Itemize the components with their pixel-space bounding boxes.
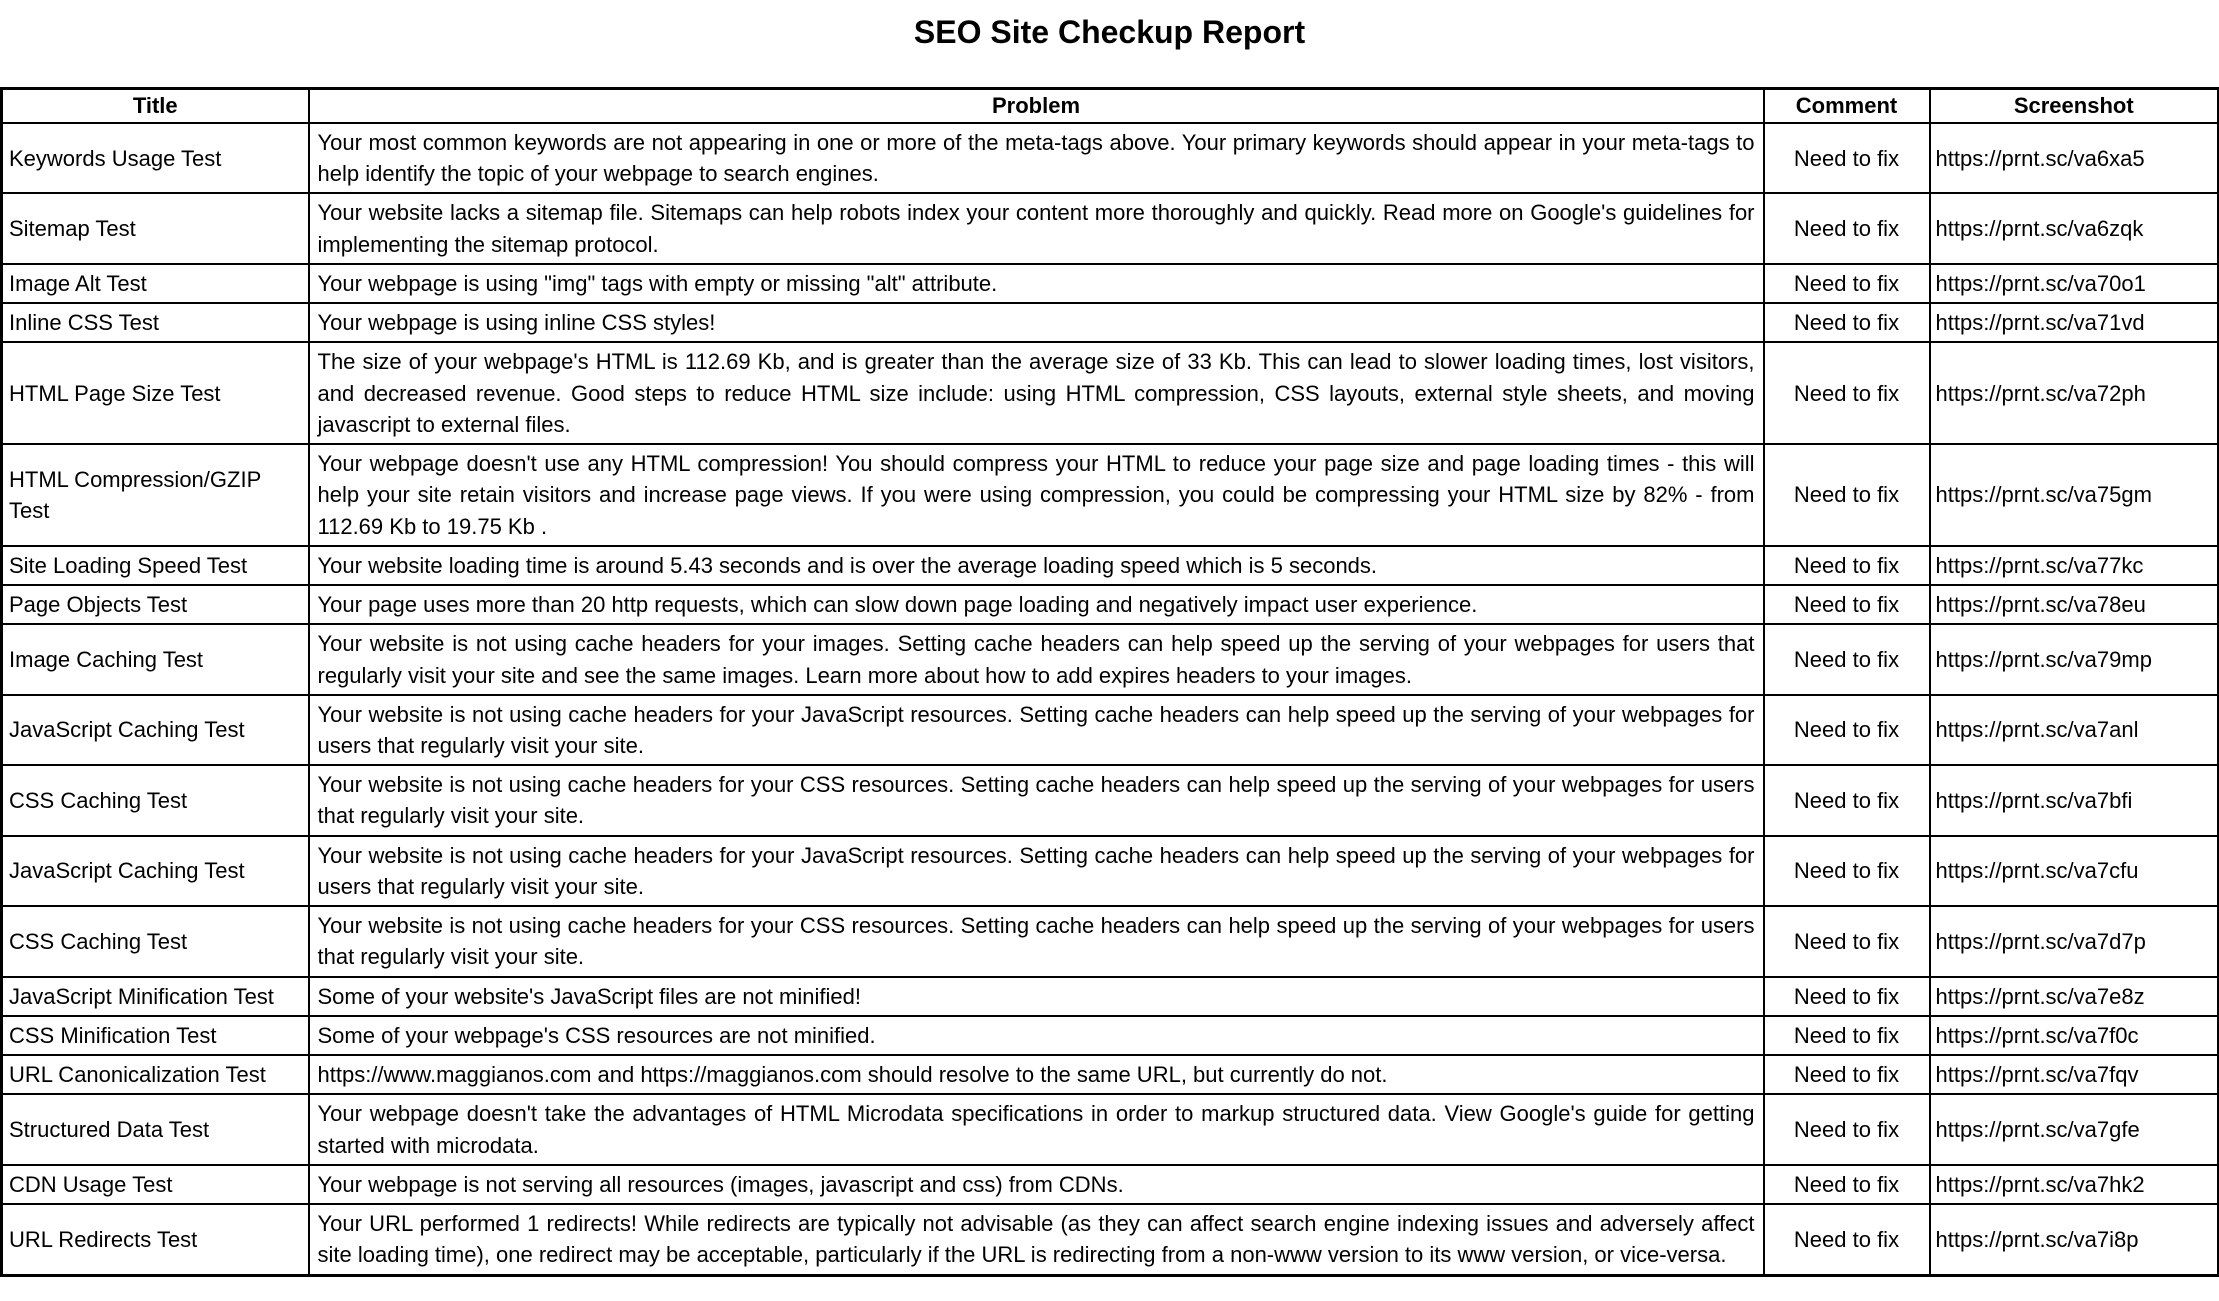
test-title-cell: URL Canonicalization Test [2,1055,309,1094]
seo-report-table [0,87,2219,1277]
comment-cell: Need to fix [1764,836,1930,906]
comment-cell: Need to fix [1764,303,1930,342]
screenshot-link[interactable]: https://prnt.sc/va7gfe [1930,1094,2219,1164]
comment-cell: Need to fix [1764,765,1930,835]
table-row [2,765,2219,835]
test-title-cell: Image Caching Test [2,624,309,694]
test-title-cell: Page Objects Test [2,585,309,624]
table-row [2,1055,2219,1094]
column-header-comment: Comment [1764,89,1930,124]
table-row [2,193,2219,263]
problem-cell: Your webpage doesn't take the advantages of HTML Microdata specifications in order to markup structured data. View Google's guide for getting started with microdata. [309,1094,1764,1164]
problem-cell: Your page uses more than 20 http requests, which can slow down page loading and negatively impact user experience. [309,585,1764,624]
problem-cell: Your website loading time is around 5.43 seconds and is over the average loading speed which is 5 seconds. [309,546,1764,585]
comment-cell: Need to fix [1764,1055,1930,1094]
test-title-cell: CSS Caching Test [2,765,309,835]
comment-cell: Need to fix [1764,1165,1930,1204]
screenshot-link[interactable]: https://prnt.sc/va7anl [1930,695,2219,765]
test-title-cell: JavaScript Caching Test [2,695,309,765]
header-row [2,89,2219,124]
table-row [2,585,2219,624]
test-title-cell: Site Loading Speed Test [2,546,309,585]
comment-cell: Need to fix [1764,695,1930,765]
comment-cell: Need to fix [1764,342,1930,444]
test-title-cell: JavaScript Caching Test [2,836,309,906]
page-title: SEO Site Checkup Report [913,14,1306,50]
screenshot-link[interactable]: https://prnt.sc/va77kc [1930,546,2219,585]
problem-cell: Your webpage is using "img" tags with empty or missing "alt" attribute. [309,264,1764,303]
problem-cell: Some of your webpage's CSS resources are not minified. [309,1016,1764,1055]
problem-cell: Your most common keywords are not appearing in one or more of the meta-tags above. Your primary keywords should appear in your meta-tags to help identify the topic of your webpage to search engines. [309,123,1764,193]
problem-cell: Your webpage doesn't use any HTML compression! You should compress your HTML to reduce your page size and page loading times - this will help your site retain visitors and increase page views. If you were using compression, you could be compressing your HTML size by 82% - from 112.69 Kb to 19.75 Kb . [309,444,1764,546]
table-row [2,906,2219,976]
table-row [2,1204,2219,1275]
screenshot-link[interactable]: https://prnt.sc/va79mp [1930,624,2219,694]
screenshot-link[interactable]: https://prnt.sc/va71vd [1930,303,2219,342]
problem-cell: The size of your webpage's HTML is 112.69 Kb, and is greater than the average size of 33 Kb. This can lead to slower loading times, lost visitors, and decreased revenue. Good steps to reduce HTML size include: using HTML compression, CSS layouts, external style sheets, and moving javascript to external files. [309,342,1764,444]
table-row [2,264,2219,303]
screenshot-link[interactable]: https://prnt.sc/va7fqv [1930,1055,2219,1094]
screenshot-link[interactable]: https://prnt.sc/va7cfu [1930,836,2219,906]
comment-cell: Need to fix [1764,585,1930,624]
test-title-cell: Image Alt Test [2,264,309,303]
problem-cell: Your website lacks a sitemap file. Sitemaps can help robots index your content more thoroughly and quickly. Read more on Google's guidelines for implementing the sitemap protocol. [309,193,1764,263]
screenshot-link[interactable]: https://prnt.sc/va72ph [1930,342,2219,444]
table-row [2,1016,2219,1055]
table-row [2,303,2219,342]
table-row [2,1165,2219,1204]
test-title-cell: CSS Minification Test [2,1016,309,1055]
comment-cell: Need to fix [1764,193,1930,263]
problem-cell: Your website is not using cache headers for your JavaScript resources. Setting cache headers can help speed up the serving of your webpages for users that regularly visit your site. [309,695,1764,765]
table-row [2,546,2219,585]
test-title-cell: JavaScript Minification Test [2,977,309,1016]
problem-cell: https://www.maggianos.com and https://maggianos.com should resolve to the same URL, but currently do not. [309,1055,1764,1094]
comment-cell: Need to fix [1764,906,1930,976]
test-title-cell: HTML Compression/GZIP Test [2,444,309,546]
comment-cell: Need to fix [1764,444,1930,546]
problem-cell: Your website is not using cache headers for your CSS resources. Setting cache headers can help speed up the serving of your webpages for users that regularly visit your site. [309,765,1764,835]
screenshot-link[interactable]: https://prnt.sc/va7d7p [1930,906,2219,976]
test-title-cell: Sitemap Test [2,193,309,263]
table-row [2,342,2219,444]
column-header-screenshot: Screenshot [1930,89,2219,124]
comment-cell: Need to fix [1764,1094,1930,1164]
comment-cell: Need to fix [1764,264,1930,303]
comment-cell: Need to fix [1764,1016,1930,1055]
problem-cell: Your webpage is not serving all resources (images, javascript and css) from CDNs. [309,1165,1764,1204]
table-row [2,1094,2219,1164]
screenshot-link[interactable]: https://prnt.sc/va7e8z [1930,977,2219,1016]
comment-cell: Need to fix [1764,123,1930,193]
screenshot-link[interactable]: https://prnt.sc/va7f0c [1930,1016,2219,1055]
screenshot-link[interactable]: https://prnt.sc/va7hk2 [1930,1165,2219,1204]
problem-cell: Your webpage is using inline CSS styles! [309,303,1764,342]
test-title-cell: HTML Page Size Test [2,342,309,444]
test-title-cell: CSS Caching Test [2,906,309,976]
table-row [2,836,2219,906]
table-row [2,977,2219,1016]
screenshot-link[interactable]: https://prnt.sc/va6xa5 [1930,123,2219,193]
test-title-cell: Keywords Usage Test [2,123,309,193]
problem-cell: Your website is not using cache headers for your CSS resources. Setting cache headers can help speed up the serving of your webpages for users that regularly visit your site. [309,906,1764,976]
problem-cell: Your website is not using cache headers for your images. Setting cache headers can help speed up the serving of your webpages for users that regularly visit your site and see the same images. Learn more about how to add expires headers to your images. [309,624,1764,694]
column-header-problem: Problem [309,89,1764,124]
screenshot-link[interactable]: https://prnt.sc/va7i8p [1930,1204,2219,1275]
test-title-cell: CDN Usage Test [2,1165,309,1204]
screenshot-link[interactable]: https://prnt.sc/va75gm [1930,444,2219,546]
problem-cell: Some of your website's JavaScript files are not minified! [309,977,1764,1016]
screenshot-link[interactable]: https://prnt.sc/va78eu [1930,585,2219,624]
screenshot-link[interactable]: https://prnt.sc/va7bfi [1930,765,2219,835]
screenshot-link[interactable]: https://prnt.sc/va6zqk [1930,193,2219,263]
comment-cell: Need to fix [1764,546,1930,585]
problem-cell: Your URL performed 1 redirects! While redirects are typically not advisable (as they can affect search engine indexing issues and adversely affect site loading time), one redirect may be acceptable, particularly if the URL is redirecting from a non-www version to its www version, or vice-versa. [309,1204,1764,1275]
test-title-cell: Inline CSS Test [2,303,309,342]
problem-cell: Your website is not using cache headers for your JavaScript resources. Setting cache headers can help speed up the serving of your webpages for users that regularly visit your site. [309,836,1764,906]
test-title-cell: URL Redirects Test [2,1204,309,1275]
table-row [2,624,2219,694]
table-row [2,444,2219,546]
table-row [2,695,2219,765]
test-title-cell: Structured Data Test [2,1094,309,1164]
screenshot-link[interactable]: https://prnt.sc/va70o1 [1930,264,2219,303]
column-header-title: Title [2,89,309,124]
table-row [2,123,2219,193]
comment-cell: Need to fix [1764,624,1930,694]
comment-cell: Need to fix [1764,1204,1930,1275]
comment-cell: Need to fix [1764,977,1930,1016]
